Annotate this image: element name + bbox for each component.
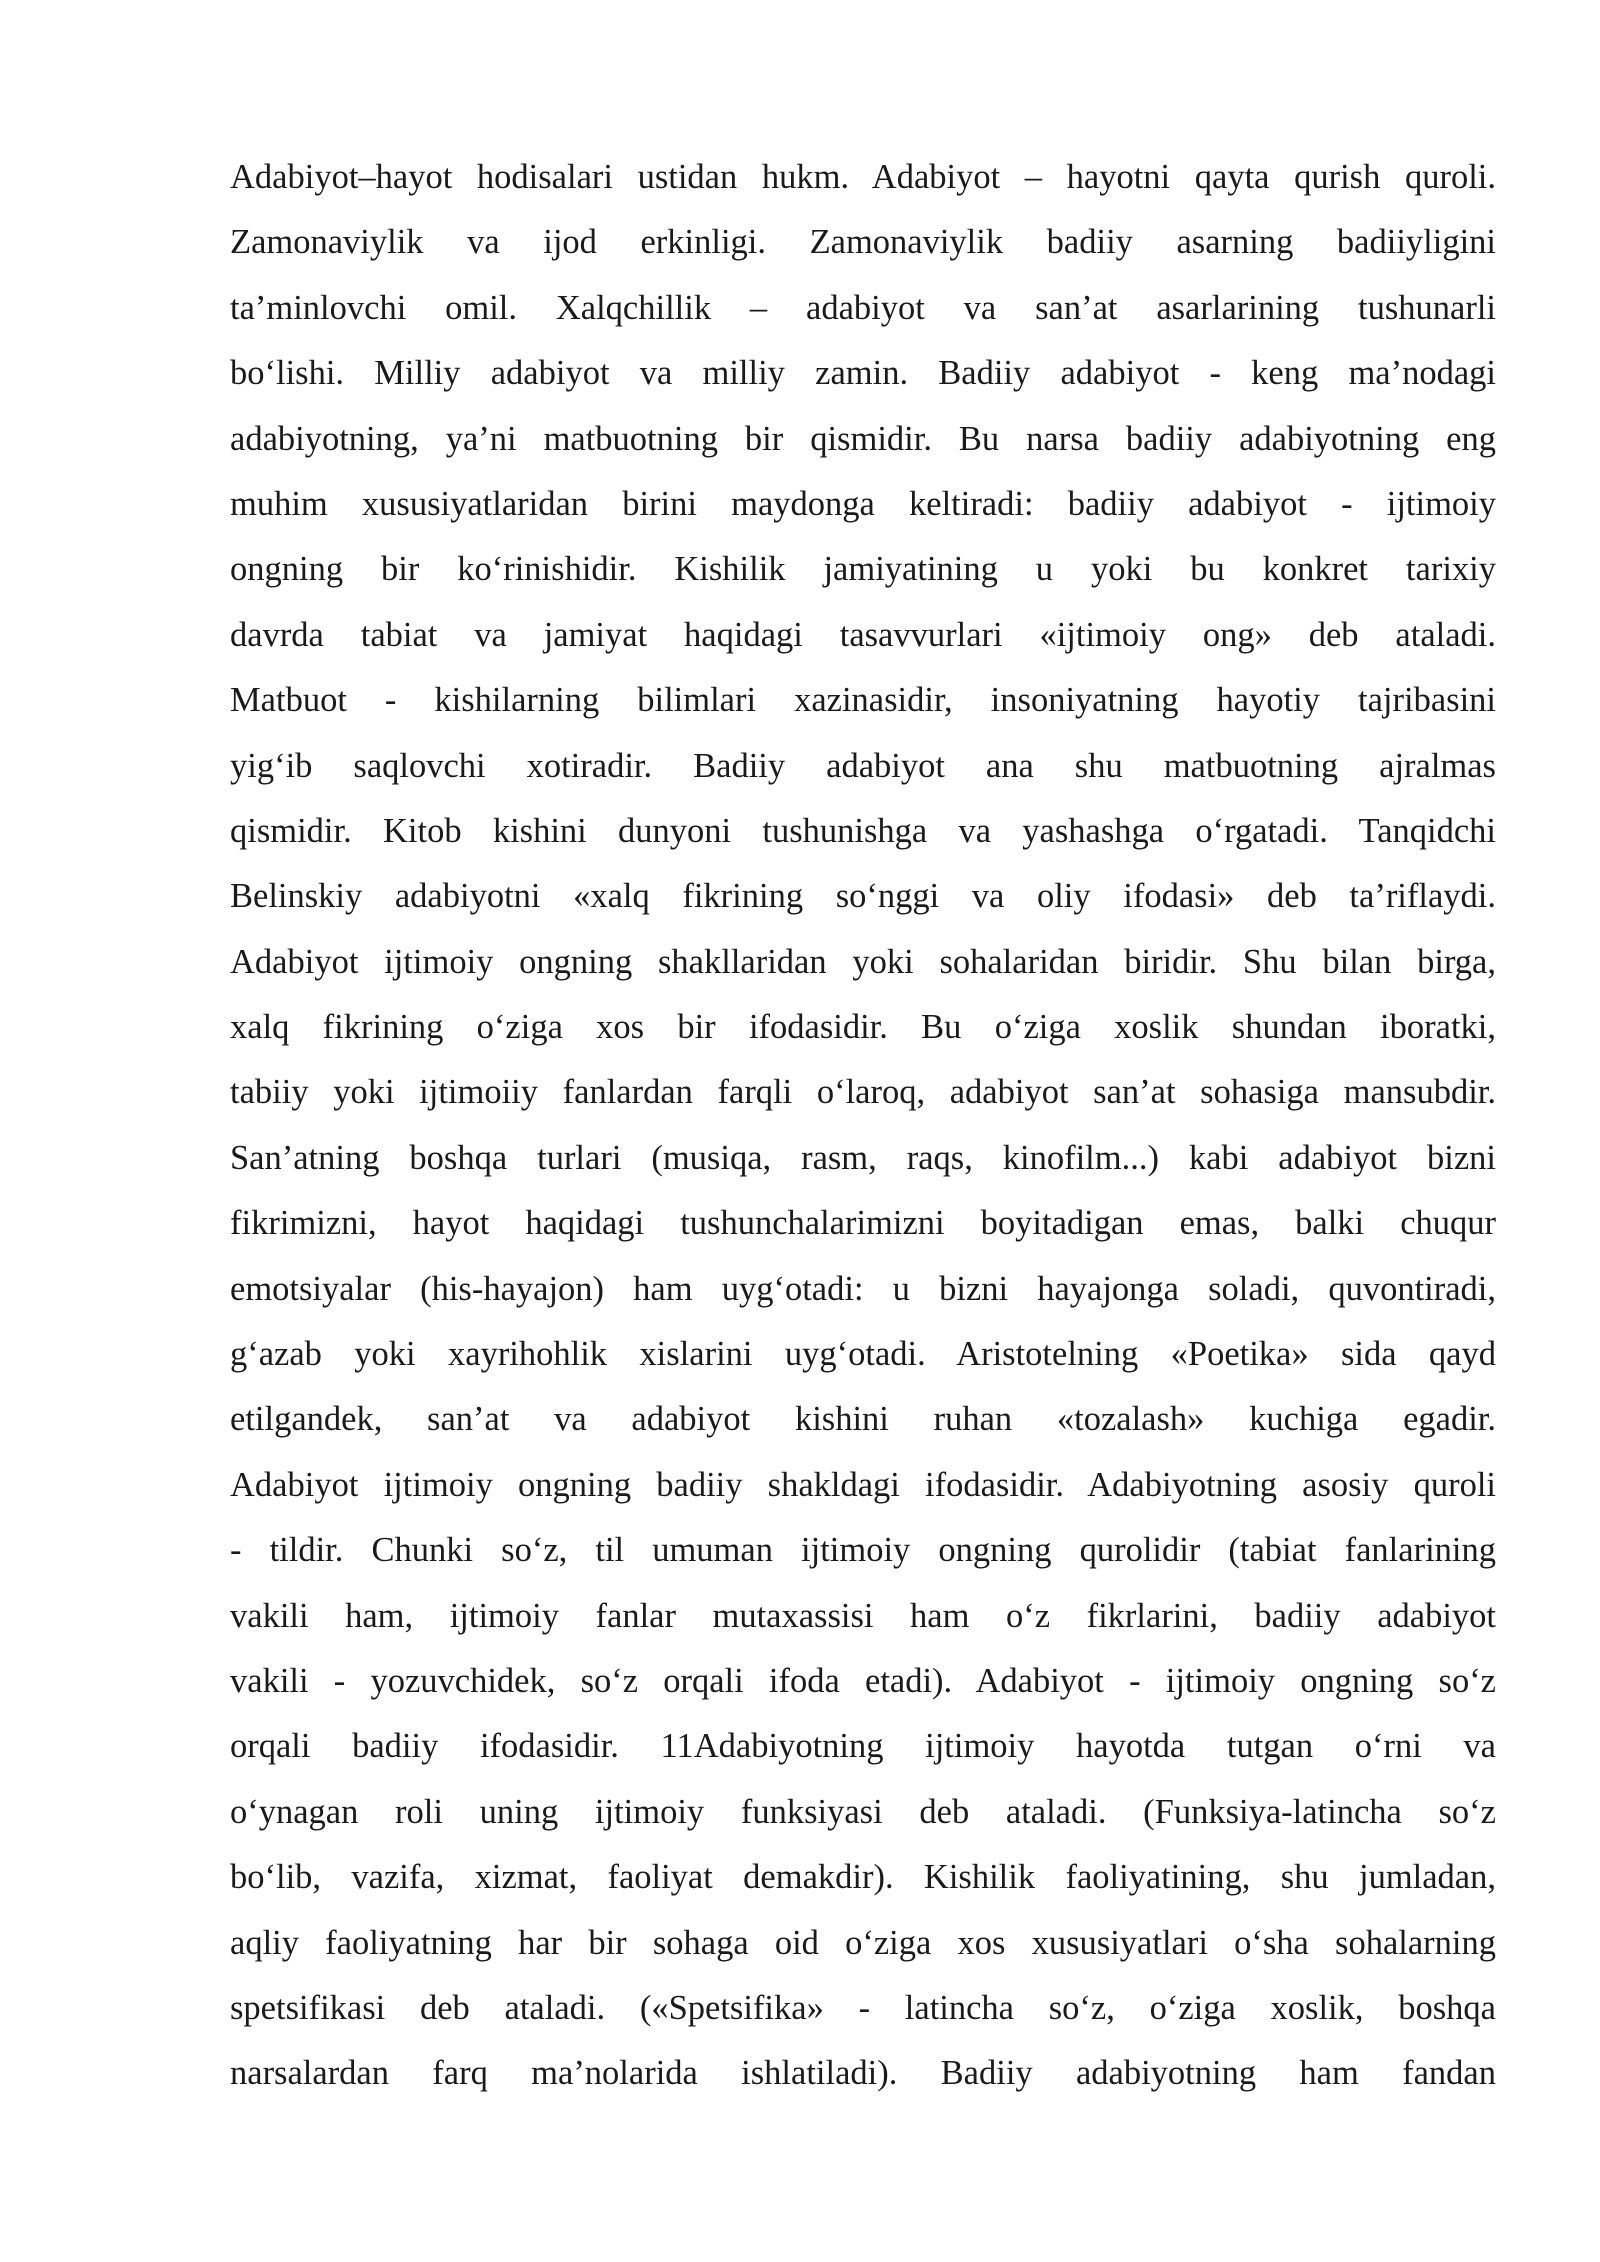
text-line: bo‘lishi. Milliy adabiyot va milliy zamin. Badiiy adabiyot - keng ma’nodagi (230, 354, 1496, 393)
text-line: orqali badiiy ifodasidir. 11Adabiyotning ijtimoiy hayotda tutgan o‘rni va (230, 1727, 1496, 1766)
text-line: o‘ynagan roli uning ijtimoiy funksiyasi deb ataladi. (Funksiya-latincha so‘z (230, 1792, 1496, 1831)
text-line: spetsifikasi deb ataladi. («Spetsifika» - latincha so‘z, o‘ziga xoslik, boshqa (230, 1988, 1496, 2027)
text-line: aqliy faoliyatning har bir sohaga oid o‘ziga xos xususiyatlari o‘sha sohalarning (230, 1923, 1496, 1962)
text-line: bo‘lib, vazifa, xizmat, faoliyat demakdir). Kishilik faoliyatining, shu jumladan, (230, 1858, 1496, 1897)
body-text (230, 148, 1496, 2110)
text-line: davrda tabiat va jamiyat haqidagi tasavvurlari «ijtimoiy ong» deb ataladi. (230, 615, 1496, 654)
text-line: Adabiyot ijtimoiy ongning shakllaridan yoki sohalaridan biridir. Shu bilan birga, (230, 942, 1496, 981)
text-line: g‘azab yoki xayrihohlik xislarini uyg‘otadi. Aristotelning «Poetika» sida qayd (230, 1335, 1496, 1374)
text-line: xalq fikrining o‘ziga xos bir ifodasidir. Bu o‘ziga xoslik shundan iboratki, (230, 1008, 1496, 1047)
text-line: narsalardan farq ma’nolarida ishlatiladi). Badiiy adabiyotning ham fandan (230, 2054, 1496, 2093)
text-line: Adabiyot–hayot hodisalari ustidan hukm. Adabiyot – hayotni qayta qurish quroli. (230, 158, 1496, 196)
text-line: San’atning boshqa turlari (musiqa, rasm, raqs, kinofilm...) kabi adabiyot bizni (230, 1138, 1496, 1177)
text-line: emotsiyalar (his-hayajon) ham uyg‘otadi: u bizni hayajonga soladi, quvontiradi, (230, 1269, 1496, 1308)
text-line: vakili - yozuvchidek, so‘z orqali ifoda etadi). Adabiyot - ijtimoiy ongning so‘z (230, 1661, 1496, 1700)
text-line: yig‘ib saqlovchi xotiradir. Badiiy adabiyot ana shu matbuotning ajralmas (230, 746, 1496, 785)
text-line: qismidir. Kitob kishini dunyoni tushunishga va yashashga o‘rgatadi. Tanqidchi (230, 811, 1496, 850)
text-line: - tildir. Chunki so‘z, til umuman ijtimoiy ongning qurolidir (tabiat fanlarining (230, 1531, 1496, 1570)
text-line: adabiyotning, ya’ni matbuotning bir qismidir. Bu narsa badiiy adabiyotning eng (230, 419, 1496, 458)
text-line: Matbuot - kishilarning bilimlari xazinasidir, insoniyatning hayotiy tajribasini (230, 681, 1496, 720)
text-line: Zamonaviylik va ijod erkinligi. Zamonaviylik badiiy asarning badiiyligini (230, 223, 1496, 262)
text-line: ta’minlovchi omil. Xalqchillik – adabiyot va san’at asarlarining tushunarli (230, 288, 1496, 327)
text-line: Adabiyot ijtimoiy ongning badiiy shakldagi ifodasidir. Adabiyotning asosiy quroli (230, 1465, 1496, 1504)
text-line: tabiiy yoki ijtimoiiy fanlardan farqli o‘laroq, adabiyot san’at sohasiga mansubdir. (230, 1073, 1496, 1112)
text-line: vakili ham, ijtimoiy fanlar mutaxassisi ham o‘z fikrlarini, badiiy adabiyot (230, 1596, 1496, 1635)
text-line: Belinskiy adabiyotni «xalq fikrining so‘nggi va oliy ifodasi» deb ta’riflaydi. (230, 877, 1496, 916)
text-line: ongning bir ko‘rinishidir. Kishilik jamiyatining u yoki bu konkret tarixiy (230, 550, 1496, 589)
text-line: fikrimizni, hayot haqidagi tushunchalarimizni boyitadigan emas, balki chuqur (230, 1204, 1496, 1243)
text-line: etilgandek, san’at va adabiyot kishini ruhan «tozalash» kuchiga egadir. (230, 1400, 1496, 1439)
text-line: muhim xususiyatlaridan birini maydonga keltiradi: badiiy adabiyot - ijtimoiy (230, 484, 1496, 523)
